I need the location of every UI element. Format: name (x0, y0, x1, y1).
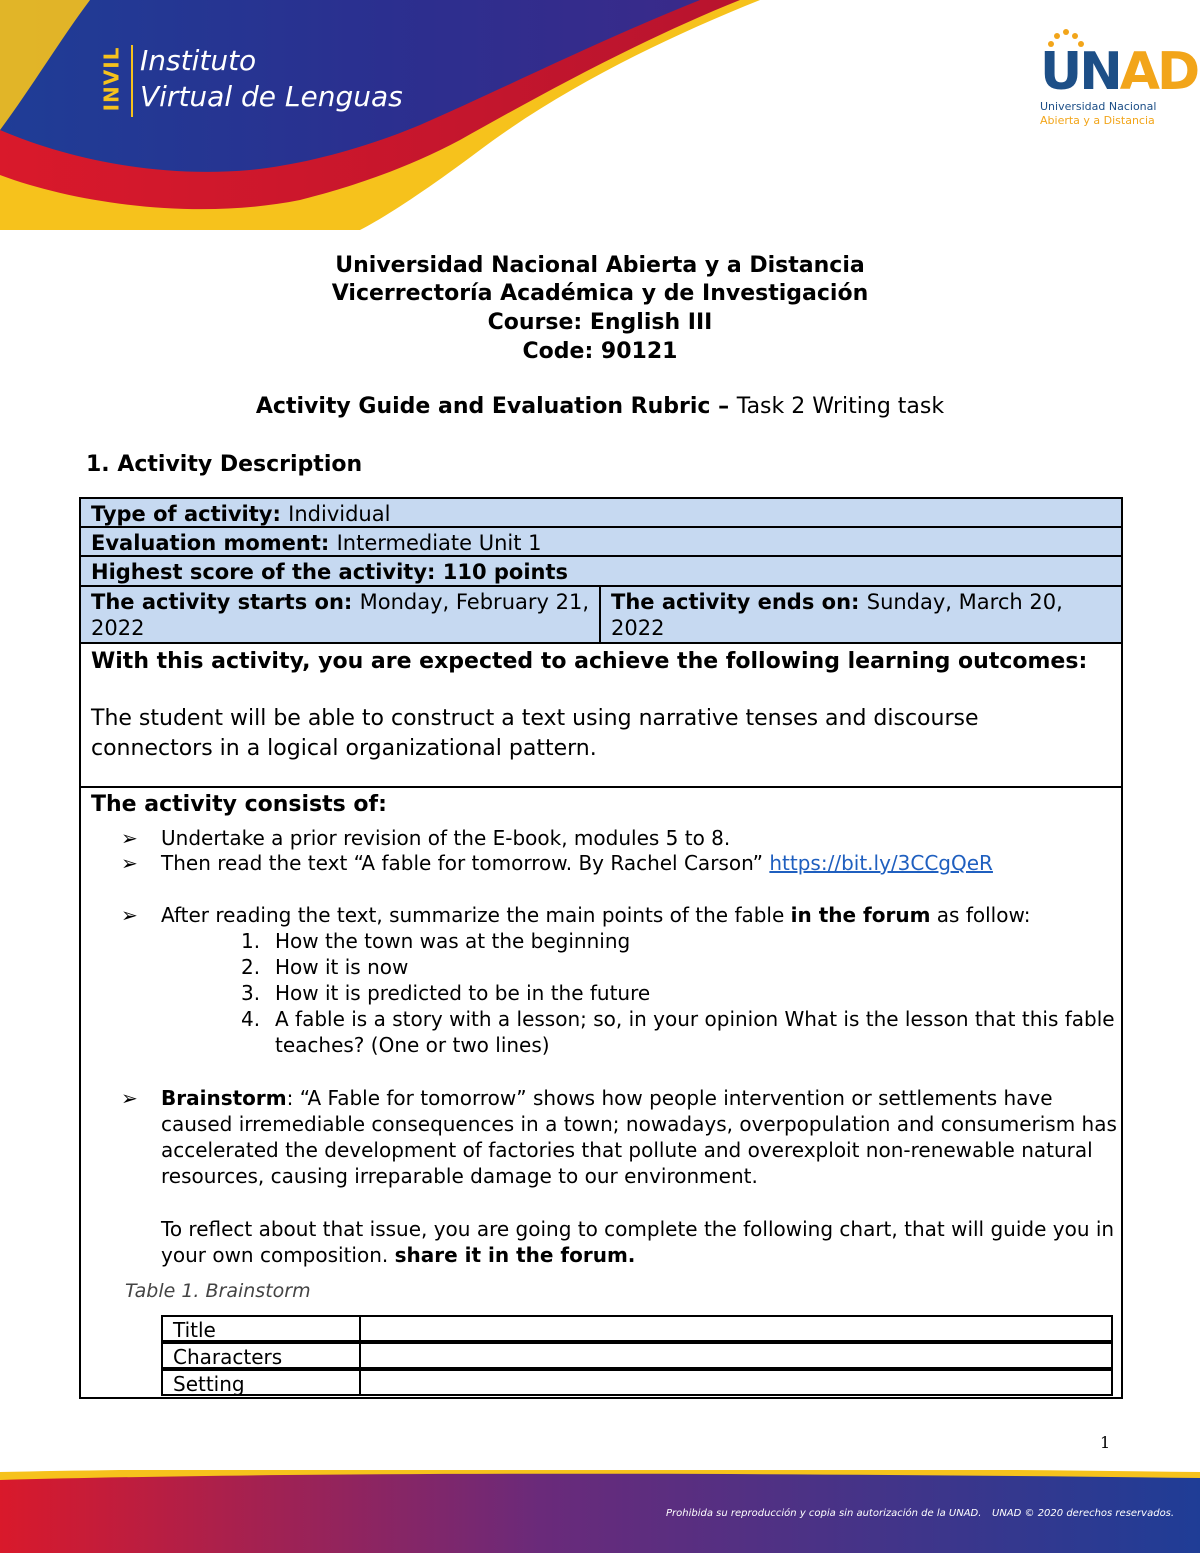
brainstorm-row-title: Title (161, 1315, 1113, 1342)
start-date-cell (81, 587, 601, 642)
reflect-paragraph: To reflect about that issue, you are going to complete the following chart, that will guide you in your own composition. share it in the forum. (161, 1217, 1115, 1267)
unad-wordmark: UNAD (1040, 42, 1198, 102)
brainstorm-row-characters: Characters (161, 1342, 1113, 1369)
brainstorm-table (161, 1315, 1113, 1399)
outcomes-row (81, 644, 1121, 788)
section-title: 1. Activity Description (86, 452, 363, 477)
brainstorm-row-setting: Setting (161, 1369, 1113, 1396)
table-caption: Table 1. Brainstorm (125, 1280, 311, 1302)
unad-logo (1040, 28, 1198, 128)
footer-copyright-notice: Prohibida su reproducción y copia sin autorización de la UNAD. (666, 1508, 982, 1519)
arrow-bullet-icon: ➢ (121, 903, 138, 927)
unad-subtitle-1: Universidad Nacional (1040, 100, 1157, 113)
highest-score: Highest score of the activity: 110 points (91, 560, 569, 584)
page-number: 1 (1100, 1433, 1111, 1452)
type-row (81, 499, 1121, 528)
arrow-bullet-icon: ➢ (121, 851, 138, 875)
fable-link[interactable]: https://bit.ly/3CCgQeR (769, 851, 993, 875)
invil-text: INVIL (99, 46, 124, 112)
institute-name-line2: Virtual de Lenguas (140, 80, 403, 113)
evaluation-moment: Evaluation moment: Intermediate Unit 1 (91, 531, 542, 555)
institute-name-line1: Instituto (140, 44, 257, 77)
consists-row: The activity consists of: ➢ Undertake a prior revision of the E-book, modules 5 to 8. ➢ Then read the text “A fable for tomorrow. By Rachel Carson” https://bit.ly/3CCgQeR ➢ After reading the text, summarize the main points of the fable in the forum as follow: 1. How the town was at the beginning 2. How it is now 3. How it is predicted to be in the future 4. A fable is a story with a lesson; so, in your opinion What is the lesson that this fable teaches? (One or two lines) ➢ Brainstorm: “A Fable for tomorrow” shows how people intervention or settlements have caused irremediable consequences in a town; nowadays, overpopulation and consumerism has accelerated the development of factories that pollute and overexploit non-renewable natural resources, causing irreparable damage to our environment. To reflect about that issue, you are going to complete the following chart, that will guide you in your own composition. share it in the forum. Table 1. Brainstorm Title Characters Setting (81, 788, 1121, 1399)
vicerrectoria-name: Vicerrectoría Académica y de Investigación (331, 281, 869, 306)
arrow-bullet-icon: ➢ (121, 826, 138, 850)
footer-rights-notice: UNAD © 2020 derechos reservados. (992, 1508, 1175, 1519)
evaluation-row (81, 528, 1121, 557)
outcomes-text: The student will be able to construct a text using narrative tenses and discourse connectors in a logical organizational pattern. (91, 706, 979, 761)
consists-heading: The activity consists of: (91, 792, 387, 817)
dates-row (81, 587, 1121, 644)
university-name: Universidad Nacional Abierta y a Distancia (335, 253, 865, 278)
arrow-bullet-icon: ➢ (121, 1086, 138, 1110)
score-row (81, 557, 1121, 587)
invil-vertical-mark (93, 45, 133, 117)
document-subject: Activity Guide and Evaluation Rubric – Task 2 Writing task (255, 394, 945, 419)
start-date: The activity starts on: Monday, February 21, 2022 (91, 590, 590, 640)
end-date-cell (601, 587, 1121, 642)
course-name: Course: English III (487, 310, 713, 335)
type-of-activity: Type of activity: Individual (91, 502, 391, 526)
end-date: The activity ends on: Sunday, March 20, 2022 (611, 590, 1063, 640)
unad-subtitle-2: Abierta y a Distancia (1040, 114, 1155, 127)
course-code: Code: 90121 (522, 339, 678, 364)
activity-description-table (79, 497, 1123, 1399)
outcomes-heading: With this activity, you are expected to achieve the following learning outcomes: (91, 649, 1088, 674)
